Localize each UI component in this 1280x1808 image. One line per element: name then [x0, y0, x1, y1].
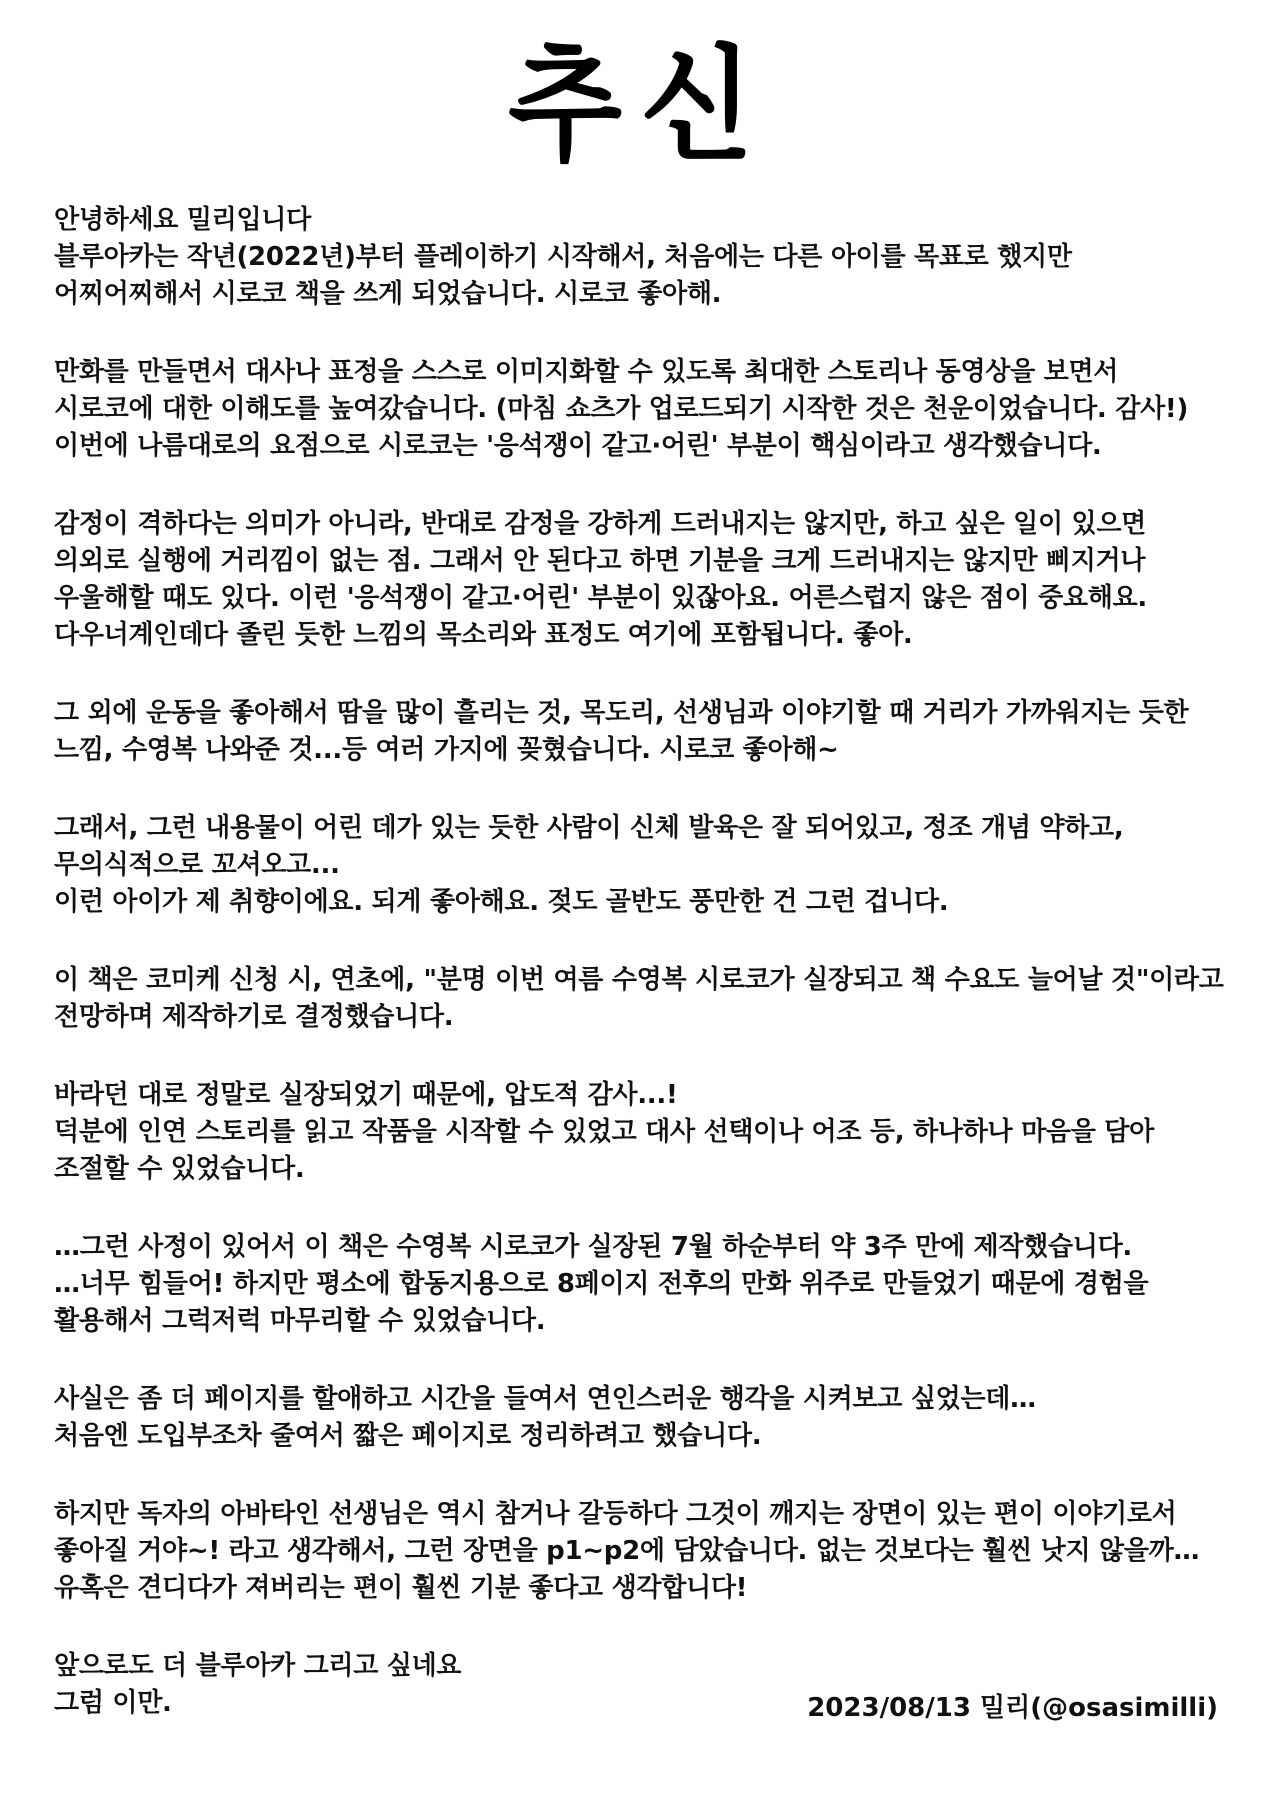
- text-line: 감정이 격하다는 의미가 아니라, 반대로 감정을 강하게 드러내지는 않지만, 하고 싶은 일이 있으면: [54, 509, 1147, 539]
- text-line: 무의식적으로 꼬셔오고...: [54, 850, 340, 880]
- text-line: 시로코에 대한 이해도를 높여갔습니다. (마침 쇼츠가 업로드되기 시작한 것은 천운이었습니다. 감사!): [54, 394, 1189, 424]
- paragraph: [54, 1229, 1254, 1340]
- text-line: 그럼 이만.: [54, 1688, 172, 1718]
- paragraph: [54, 202, 1254, 313]
- paragraph: [54, 695, 1254, 769]
- text-line: 유혹은 견디다가 져버리는 편이 훨씬 기분 좋다고 생각합니다!: [54, 1573, 748, 1603]
- text-line: …그런 사정이 있어서 이 책은 수영복 시로코가 실장된 7월 하순부터 약 3주 만에 제작했습니다.: [54, 1232, 1133, 1262]
- paragraph: [54, 962, 1254, 1036]
- text-line: 앞으로도 더 블루아카 그리고 싶네요: [54, 1651, 462, 1681]
- paragraph: [54, 506, 1254, 654]
- page-title: 추신: [508, 31, 772, 178]
- text-line: 그 외에 운동을 좋아해서 땀을 많이 흘리는 것, 목도리, 선생님과 이야기할 때 거리가 가까워지는 듯한: [54, 698, 1189, 728]
- text-line: 좋아질 거야~! 라고 생각해서, 그런 장면을 p1~p2에 담았습니다. 없는 것보다는 훨씬 낫지 않을까…: [54, 1536, 1200, 1566]
- text-line: 우울해할 때도 있다. 이런 '응석쟁이 같고·어린' 부분이 있잖아요. 어른스럽지 않은 점이 중요해요.: [54, 583, 1147, 613]
- text-line: 블루아카는 작년(2022년)부터 플레이하기 시작해서, 처음에는 다른 아이를 목표로 했지만: [54, 242, 1072, 272]
- text-line: 어찌어찌해서 시로코 책을 쓰게 되었습니다. 시로코 좋아해.: [54, 279, 722, 309]
- paragraph: [54, 810, 1254, 921]
- text-line: 활용해서 그럭저럭 마무리할 수 있었습니다.: [54, 1306, 546, 1336]
- text-line: …너무 힘들어! 하지만 평소에 합동지용으로 8페이지 전후의 만화 위주로 만들었기 때문에 경험을: [54, 1269, 1149, 1299]
- text-line: 안녕하세요 밀리입니다: [54, 205, 311, 235]
- text-line: 이번에 나름대로의 요점으로 시로코는 '응석쟁이 같고·어린' 부분이 핵심이라고 생각했습니다.: [54, 431, 1102, 461]
- text-line: 덕분에 인연 스토리를 읽고 작품을 시작할 수 있었고 대사 선택이나 어조 등, 하나하나 마음을 담아: [54, 1117, 1154, 1147]
- text-line: 사실은 좀 더 페이지를 할애하고 시간을 들여서 연인스러운 행각을 시켜보고 싶었는데…: [54, 1384, 1036, 1414]
- paragraph: [54, 1381, 1254, 1455]
- paragraph: [54, 1077, 1254, 1188]
- text-line: 의외로 실행에 거리낌이 없는 점. 그래서 안 된다고 하면 기분을 크게 드러내지는 않지만 삐지거나: [54, 546, 1146, 576]
- text-line: 만화를 만들면서 대사나 표정을 스스로 이미지화할 수 있도록 최대한 스토리나 동영상을 보면서: [54, 357, 1119, 387]
- signature: 2023/08/13 밀리(@osasimilli): [807, 1693, 1218, 1723]
- text-line: 이런 아이가 제 취향이에요. 되게 좋아해요. 젖도 골반도 풍만한 건 그런 겁니다.: [54, 887, 949, 917]
- text-line: 처음엔 도입부조차 줄여서 짧은 페이지로 정리하려고 했습니다.: [54, 1421, 762, 1451]
- text-line: 다우너계인데다 졸린 듯한 느낌의 목소리와 표정도 여기에 포함됩니다. 좋아.: [54, 620, 913, 650]
- text-line: 바라던 대로 정말로 실장되었기 때문에, 압도적 감사...!: [54, 1080, 678, 1110]
- text-line: 조절할 수 있었습니다.: [54, 1154, 305, 1184]
- text-line: 전망하며 제작하기로 결정했습니다.: [54, 1002, 454, 1032]
- text-line: 이 책은 코미케 신청 시, 연초에, "분명 이번 여름 수영복 시로코가 실장되고 책 수요도 늘어날 것"이라고: [54, 965, 1224, 995]
- paragraph: [54, 354, 1254, 465]
- paragraph: [54, 1496, 1254, 1607]
- letter-body: [54, 202, 1254, 1763]
- text-line: 그래서, 그런 내용물이 어린 데가 있는 듯한 사람이 신체 발육은 잘 되어있고, 정조 개념 약하고,: [54, 813, 1124, 843]
- text-line: 하지만 독자의 아바타인 선생님은 역시 참거나 갈등하다 그것이 깨지는 장면이 있는 편이 이야기로서: [54, 1499, 1177, 1529]
- text-line: 느낌, 수영복 나와준 것...등 여러 가지에 꽂혔습니다. 시로코 좋아해~: [54, 735, 839, 765]
